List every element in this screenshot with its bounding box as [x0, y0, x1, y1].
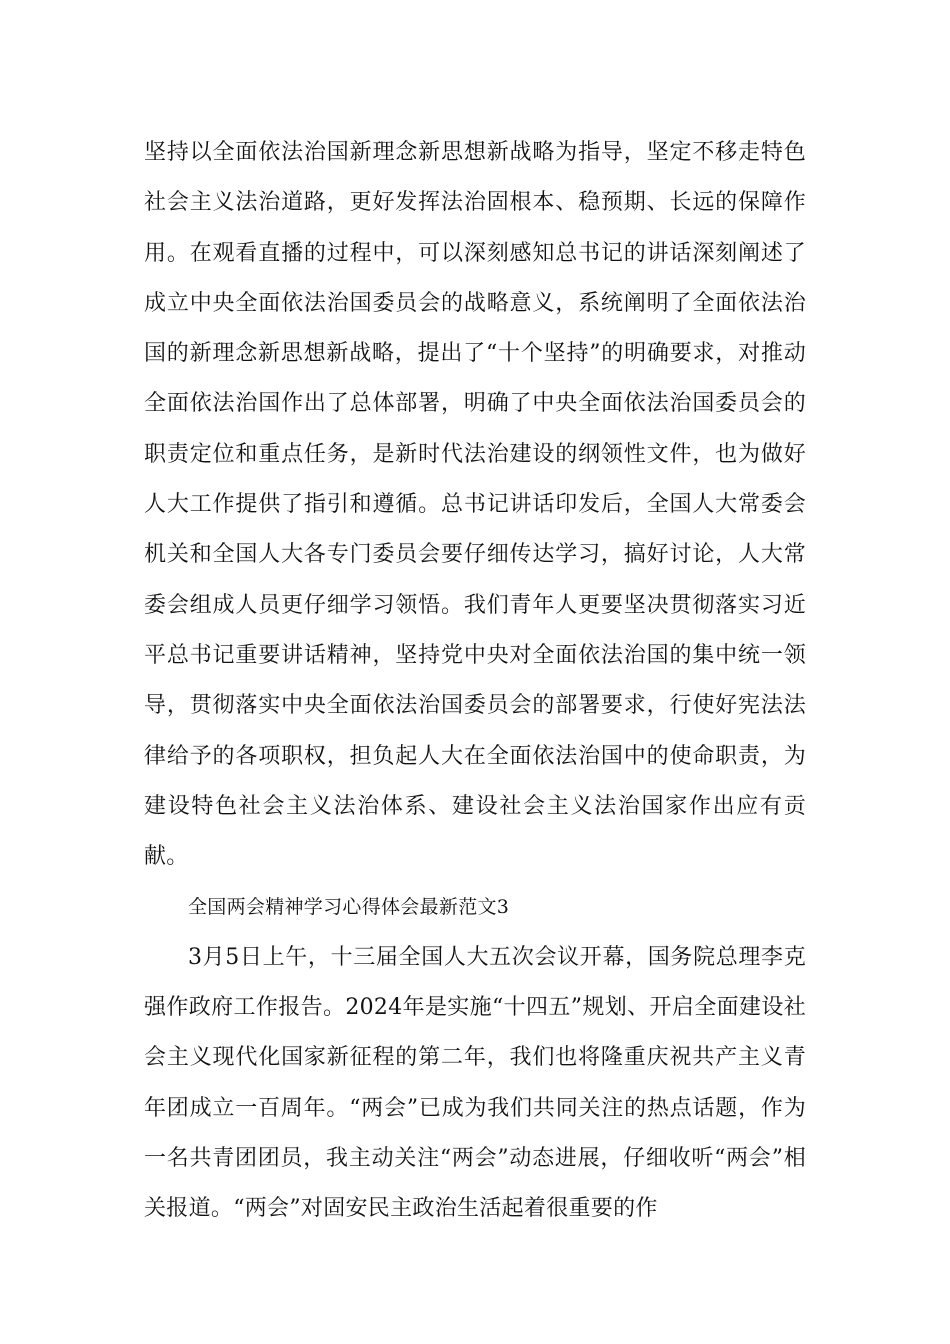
document-body — [144, 128, 806, 1235]
paragraph-2: 3月5日上午，十三届全国人大五次会议开幕，国务院总理李克强作政府工作报告。2024年是实施“十四五”规划、开启全面建设社会主义现代化国家新征程的第二年，我们也将隆重庆祝共产主义青年团成立一百周年。“两会”已成为我们共同关注的热点话题，作为一名共青团团员，我主动关注“两会”动态进展，仔细收听“两会”相关报道。“两会”对固安民主政治生活起着很重要的作 — [144, 944, 806, 1222]
section-heading: 全国两会精神学习心得体会最新范文3 — [188, 896, 510, 919]
paragraph-1: 坚持以全面依法治国新理念新思想新战略为指导，坚定不移走特色社会主义法治道路，更好发挥法治固根本、稳预期、长远的保障作用。在观看直播的过程中，可以深刻感知总书记的讲话深刻阐述了成立中央全面依法治国委员会的战略意义，系统阐明了全面依法治国的新理念新思想新战略，提出了“十个坚持”的明确要求，对推动全面依法治国作出了总体部署，明确了中央全面依法治国委员会的职责定位和重点任务，是新时代法治建设的纲领性文件，也为做好人大工作提供了指引和遵循。总书记讲话印发后，全国人大常委会机关和全国人大各专门委员会要仔细传达学习，搞好讨论，人大常委会组成人员更仔细学习领悟。我们青年人更要坚决贯彻落实习近平总书记重要讲话精神，坚持党中央对全面依法治国的集中统一领导，贯彻落实中央全面依法治国委员会的部署要求，行使好宪法法律给予的各项职权，担负起人大在全面依法治国中的使命职责，为建设特色社会主义法治体系、建设社会主义法治国家作出应有贡献。 — [144, 140, 806, 870]
